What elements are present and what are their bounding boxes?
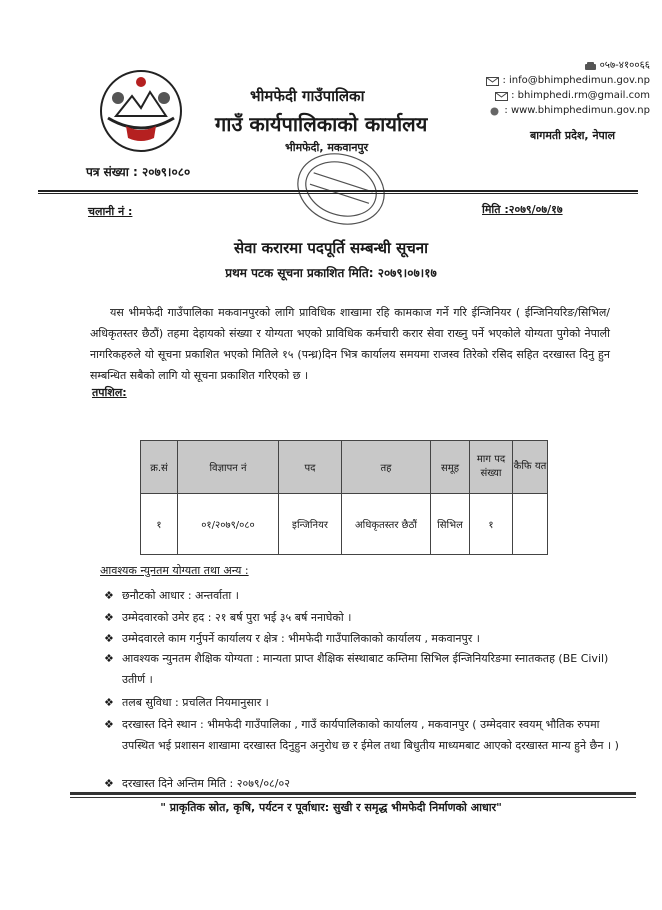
office-address: भीमफेदी, मकवानपुर — [285, 141, 369, 154]
phone-row — [500, 58, 650, 73]
mail-icon — [486, 76, 499, 85]
requirement-item — [104, 585, 624, 606]
table-header-row — [141, 441, 548, 494]
table-row — [141, 494, 548, 555]
requirements-title: आवश्यक न्युनतम योग्यता तथा अन्य : — [100, 564, 249, 577]
footer-divider-thin — [70, 797, 636, 798]
requirement-item — [104, 648, 624, 690]
cell-sn: १ — [141, 494, 178, 555]
col-post: पद — [279, 441, 342, 494]
office-stamp-seal — [288, 136, 394, 242]
requirement-item — [104, 628, 624, 649]
office-title: गाउँ कार्यपालिकाको कार्यालय — [215, 112, 428, 136]
requirement-item — [104, 607, 624, 628]
footer-slogan: " प्राकृतिक स्रोत, कृषि, पर्यटन र पूर्वाधार: सुखी र समृद्ध भीमफेदी निर्माणको आधार" — [160, 801, 502, 814]
email-gmail[interactable]: : bhimphedi.rm@gmail.com — [511, 90, 650, 101]
requirement-text: छनौटको आधार : अन्तर्वाता । — [122, 589, 239, 602]
bullet-icon: ❖ — [104, 611, 114, 624]
header-divider-thin — [38, 193, 638, 194]
email-info[interactable]: : info@bhimphedimun.gov.np — [502, 75, 650, 86]
requirement-text: तलब सुविधा : प्रचलित नियमानुसार । — [122, 696, 269, 709]
bullet-icon: ❖ — [104, 652, 114, 665]
notice-body: यस भीमफेदी गाउँपालिका मकवानपुरको लागि प्राविधिक शाखामा रहि कामकाज गर्ने गरि ईन्जिनियर ( ईन्जिनियरिङ/सिभिल/अधिकृतस्तर छैठौं) तहमा देहायको संख्या र योग्यता भएको प्राविधिक कर्मचारी करार सेवा राख्नु पर्ने भएकोले योग्यता पुगेको नेपाली नागरिकहरुले यो सूचना प्रकाशित भएको मितिले १५ (पन्ध्र)दिन भित्र कार्यालय समयमा राजस्व तिरेको रसिद सहित दरखास्त दिनु हुन सम्बन्धित सबैको लागि यो सूचना प्रकाशित गरिएको छ । — [90, 306, 610, 382]
province-name: बागमती प्रदेश, नेपाल — [530, 129, 616, 142]
col-ad-no: विज्ञापन नं — [178, 441, 279, 494]
cell-level: अधिकृतस्तर छैठौं — [342, 494, 431, 555]
requirement-text: दरखास्त दिने स्थान : भीमफेदी गाउँपालिका , गाउँ कार्यपालिकाको कार्यालय , मकवानपुर ( उम्मेदवार स्वयम् भौतिक रुपमा उपस्थित भई प्रशासन शाखामा दरखास्त दिनुहुन अनुरोध छ र ईमेल तथा बिधुतीय माध्यमबाट आएको दरखास्त मान्य हुने छैन । ) — [122, 718, 619, 752]
requirement-text: आवश्यक न्युनतम शैक्षिक योग्यता : मान्यता प्राप्त शैक्षिक संस्थाबाट कम्तिमा सिभिल ईन्जिनियरिङमा स्नातकतह (BE Civil) उतीर्ण । — [122, 652, 609, 686]
details-label: तपशिल: — [92, 386, 127, 399]
contact-block — [500, 58, 650, 118]
cell-post: इन्जिनियर — [279, 494, 342, 555]
requirement-text: दरखास्त दिने अन्तिम मिति : २०७९/०८/०२ — [122, 777, 290, 790]
col-sn: क्र.सं — [141, 441, 178, 494]
bullet-icon: ❖ — [104, 718, 114, 731]
website-link[interactable]: : www.bhimphedimun.gov.np — [504, 105, 650, 116]
requirement-item — [104, 714, 624, 756]
cell-ad-no: ०१/२०७९/०८० — [178, 494, 279, 555]
cell-remarks — [513, 494, 548, 555]
header-divider — [38, 190, 638, 192]
col-level: तह — [342, 441, 431, 494]
mail-icon — [495, 91, 508, 100]
cell-group: सिभिल — [431, 494, 470, 555]
letter-date: मिति :२०७९/०७/१७ — [482, 203, 563, 216]
requirement-item — [104, 773, 624, 794]
phone-icon — [584, 61, 597, 70]
phone-number: ०५७-४१००६६ — [599, 60, 650, 71]
notice-subtitle: प्रथम पटक सूचना प्रकाशित मिति: २०७९।०७।१७ — [225, 266, 437, 280]
col-remarks: कैफि यत — [513, 441, 548, 494]
reference-number: पत्र संख्या : २०७९।०८० — [86, 165, 191, 179]
bullet-icon: ❖ — [104, 632, 114, 645]
requirement-item — [104, 692, 624, 713]
nepal-emblem-logo — [98, 68, 184, 154]
requirement-text: उम्मेदवारको उमेर हद : २१ बर्ष पुरा भई ३५ बर्ष ननाघेको । — [122, 611, 352, 624]
email-row-1 — [500, 73, 650, 88]
cell-count: १ — [470, 494, 513, 555]
office-name: भीमफेदी गाउँपालिका — [250, 87, 365, 105]
bullet-icon: ❖ — [104, 696, 114, 709]
email-row-2 — [500, 88, 650, 103]
footer-divider — [70, 792, 636, 795]
website-row — [500, 103, 650, 118]
globe-icon — [488, 106, 501, 115]
col-group: समूह — [431, 441, 470, 494]
bullet-icon: ❖ — [104, 589, 114, 602]
requirement-text: उम्मेदवारले काम गर्नुपर्ने कार्यालय र क्षेत्र : भीमफेदी गाउँपालिकाको कार्यालय , मकवानपुर । — [122, 632, 480, 645]
dispatch-number: चलानी नं : — [88, 205, 133, 218]
col-count: माग पद संख्या — [470, 441, 513, 494]
bullet-icon: ❖ — [104, 777, 114, 790]
vacancy-table — [140, 440, 548, 555]
notice-title: सेवा करारमा पदपूर्ति सम्बन्धी सूचना — [234, 239, 428, 257]
